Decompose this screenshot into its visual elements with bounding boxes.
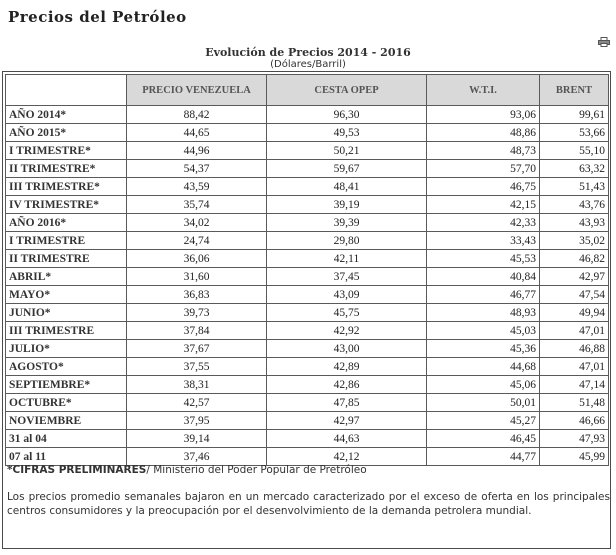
table-row bbox=[6, 358, 609, 376]
precio-venezuela-value: 88,42 bbox=[127, 106, 267, 124]
row-label: II TRIMESTRE bbox=[6, 250, 127, 268]
table-row bbox=[6, 304, 609, 322]
wti-value: 45,03 bbox=[427, 322, 540, 340]
cesta-opep-value: 49,53 bbox=[267, 124, 427, 142]
summary-text: Los precios promedio semanales bajaron en un mercado caracterizado por el exceso de oferta en los principales centros consumidores y la preocupación por el desenvolvimiento de la demanda petrolera mundial. bbox=[7, 491, 610, 517]
precio-venezuela-value: 37,67 bbox=[127, 340, 267, 358]
brent-value: 47,01 bbox=[540, 322, 609, 340]
brent-value: 42,97 bbox=[540, 268, 609, 286]
table-row bbox=[6, 286, 609, 304]
cesta-opep-value: 37,45 bbox=[267, 268, 427, 286]
precio-venezuela-value: 35,74 bbox=[127, 196, 267, 214]
cesta-opep-value: 42,12 bbox=[267, 448, 427, 466]
precio-venezuela-value: 24,74 bbox=[127, 232, 267, 250]
cesta-opep-value: 96,30 bbox=[267, 106, 427, 124]
table-row bbox=[6, 268, 609, 286]
table-row bbox=[6, 448, 609, 466]
row-label: 07 al 11 bbox=[6, 448, 127, 466]
row-label: I TRIMESTRE* bbox=[6, 142, 127, 160]
wti-value: 48,93 bbox=[427, 304, 540, 322]
wti-value: 44,77 bbox=[427, 448, 540, 466]
precio-venezuela-value: 54,37 bbox=[127, 160, 267, 178]
table-title: Evolución de Precios 2014 - 2016 bbox=[205, 46, 411, 59]
table-row bbox=[6, 178, 609, 196]
brent-value: 46,88 bbox=[540, 340, 609, 358]
wti-value: 42,15 bbox=[427, 196, 540, 214]
brent-value: 46,82 bbox=[540, 250, 609, 268]
brent-value: 35,02 bbox=[540, 232, 609, 250]
brent-value: 43,76 bbox=[540, 196, 609, 214]
brent-value: 46,66 bbox=[540, 412, 609, 430]
cesta-opep-value: 45,75 bbox=[267, 304, 427, 322]
notes-section bbox=[7, 464, 610, 518]
table-row bbox=[6, 340, 609, 358]
row-label: AÑO 2014* bbox=[6, 106, 127, 124]
precio-venezuela-value: 39,14 bbox=[127, 430, 267, 448]
column-header-brent: BRENT bbox=[540, 75, 609, 106]
column-header-cesta-opep: CESTA OPEP bbox=[267, 75, 427, 106]
table-row bbox=[6, 214, 609, 232]
row-label: ABRIL* bbox=[6, 268, 127, 286]
content-frame bbox=[2, 71, 611, 549]
precio-venezuela-value: 36,06 bbox=[127, 250, 267, 268]
row-label: AÑO 2015* bbox=[6, 124, 127, 142]
wti-value: 57,70 bbox=[427, 160, 540, 178]
cesta-opep-value: 50,21 bbox=[267, 142, 427, 160]
row-label: JULIO* bbox=[6, 340, 127, 358]
table-row bbox=[6, 106, 609, 124]
cesta-opep-value: 42,89 bbox=[267, 358, 427, 376]
precio-venezuela-value: 39,73 bbox=[127, 304, 267, 322]
brent-value: 45,99 bbox=[540, 448, 609, 466]
precio-venezuela-value: 31,60 bbox=[127, 268, 267, 286]
row-label: I TRIMESTRE bbox=[6, 232, 127, 250]
precio-venezuela-value: 37,46 bbox=[127, 448, 267, 466]
precio-venezuela-value: 37,95 bbox=[127, 412, 267, 430]
cesta-opep-value: 44,63 bbox=[267, 430, 427, 448]
brent-value: 43,93 bbox=[540, 214, 609, 232]
row-label: SEPTIEMBRE* bbox=[6, 376, 127, 394]
brent-value: 99,61 bbox=[540, 106, 609, 124]
row-label: NOVIEMBRE bbox=[6, 412, 127, 430]
cesta-opep-value: 42,86 bbox=[267, 376, 427, 394]
table-row bbox=[6, 124, 609, 142]
cesta-opep-value: 47,85 bbox=[267, 394, 427, 412]
table-row bbox=[6, 142, 609, 160]
row-label: III TRIMESTRE bbox=[6, 322, 127, 340]
brent-value: 49,94 bbox=[540, 304, 609, 322]
table-row bbox=[6, 250, 609, 268]
cesta-opep-value: 59,67 bbox=[267, 160, 427, 178]
table-row bbox=[6, 196, 609, 214]
page-title: Precios del Petróleo bbox=[8, 8, 187, 26]
cesta-opep-value: 29,80 bbox=[267, 232, 427, 250]
table-row bbox=[6, 412, 609, 430]
brent-value: 53,66 bbox=[540, 124, 609, 142]
precio-venezuela-value: 38,31 bbox=[127, 376, 267, 394]
footnote bbox=[7, 464, 610, 476]
footnote-source: / Ministerio del Poder Popular de Pretróleo bbox=[146, 464, 367, 476]
precio-venezuela-value: 34,02 bbox=[127, 214, 267, 232]
brent-value: 51,48 bbox=[540, 394, 609, 412]
wti-value: 45,53 bbox=[427, 250, 540, 268]
table-row bbox=[6, 394, 609, 412]
wti-value: 45,27 bbox=[427, 412, 540, 430]
cesta-opep-value: 39,19 bbox=[267, 196, 427, 214]
table-row bbox=[6, 430, 609, 448]
table-row bbox=[6, 376, 609, 394]
cesta-opep-value: 42,97 bbox=[267, 412, 427, 430]
precio-venezuela-value: 44,96 bbox=[127, 142, 267, 160]
cesta-opep-value: 42,11 bbox=[267, 250, 427, 268]
row-label: AÑO 2016* bbox=[6, 214, 127, 232]
wti-value: 46,45 bbox=[427, 430, 540, 448]
cesta-opep-value: 42,92 bbox=[267, 322, 427, 340]
cesta-opep-value: 39,39 bbox=[267, 214, 427, 232]
precio-venezuela-value: 37,55 bbox=[127, 358, 267, 376]
table-header-row bbox=[6, 75, 609, 106]
row-label: 31 al 04 bbox=[6, 430, 127, 448]
row-label: IV TRIMESTRE* bbox=[6, 196, 127, 214]
wti-value: 45,36 bbox=[427, 340, 540, 358]
column-header-blank bbox=[6, 75, 127, 106]
wti-value: 93,06 bbox=[427, 106, 540, 124]
row-label: OCTUBRE* bbox=[6, 394, 127, 412]
wti-value: 44,68 bbox=[427, 358, 540, 376]
row-label: AGOSTO* bbox=[6, 358, 127, 376]
column-header-precio-venezuela: PRECIO VENEZUELA bbox=[127, 75, 267, 106]
brent-value: 47,01 bbox=[540, 358, 609, 376]
price-table bbox=[5, 74, 609, 466]
wti-value: 50,01 bbox=[427, 394, 540, 412]
wti-value: 46,75 bbox=[427, 178, 540, 196]
precio-venezuela-value: 37,84 bbox=[127, 322, 267, 340]
precio-venezuela-value: 43,59 bbox=[127, 178, 267, 196]
wti-value: 33,43 bbox=[427, 232, 540, 250]
precio-venezuela-value: 36,83 bbox=[127, 286, 267, 304]
wti-value: 42,33 bbox=[427, 214, 540, 232]
row-label: JUNIO* bbox=[6, 304, 127, 322]
wti-value: 40,84 bbox=[427, 268, 540, 286]
wti-value: 48,73 bbox=[427, 142, 540, 160]
brent-value: 63,32 bbox=[540, 160, 609, 178]
wti-value: 48,86 bbox=[427, 124, 540, 142]
cesta-opep-value: 43,09 bbox=[267, 286, 427, 304]
brent-value: 55,10 bbox=[540, 142, 609, 160]
wti-value: 45,06 bbox=[427, 376, 540, 394]
column-header-wti: W.T.I. bbox=[427, 75, 540, 106]
cesta-opep-value: 43,00 bbox=[267, 340, 427, 358]
brent-value: 47,14 bbox=[540, 376, 609, 394]
row-label: MAYO* bbox=[6, 286, 127, 304]
brent-value: 47,54 bbox=[540, 286, 609, 304]
table-row bbox=[6, 322, 609, 340]
table-row bbox=[6, 160, 609, 178]
brent-value: 47,93 bbox=[540, 430, 609, 448]
footnote-bold: *CIFRAS PRELIMINARES bbox=[7, 464, 147, 476]
precio-venezuela-value: 44,65 bbox=[127, 124, 267, 142]
row-label: III TRIMESTRE* bbox=[6, 178, 127, 196]
wti-value: 46,77 bbox=[427, 286, 540, 304]
row-label: II TRIMESTRE* bbox=[6, 160, 127, 178]
precio-venezuela-value: 42,57 bbox=[127, 394, 267, 412]
brent-value: 51,43 bbox=[540, 178, 609, 196]
table-units: (Dólares/Barril) bbox=[270, 59, 346, 70]
table-row bbox=[6, 232, 609, 250]
cesta-opep-value: 48,41 bbox=[267, 178, 427, 196]
